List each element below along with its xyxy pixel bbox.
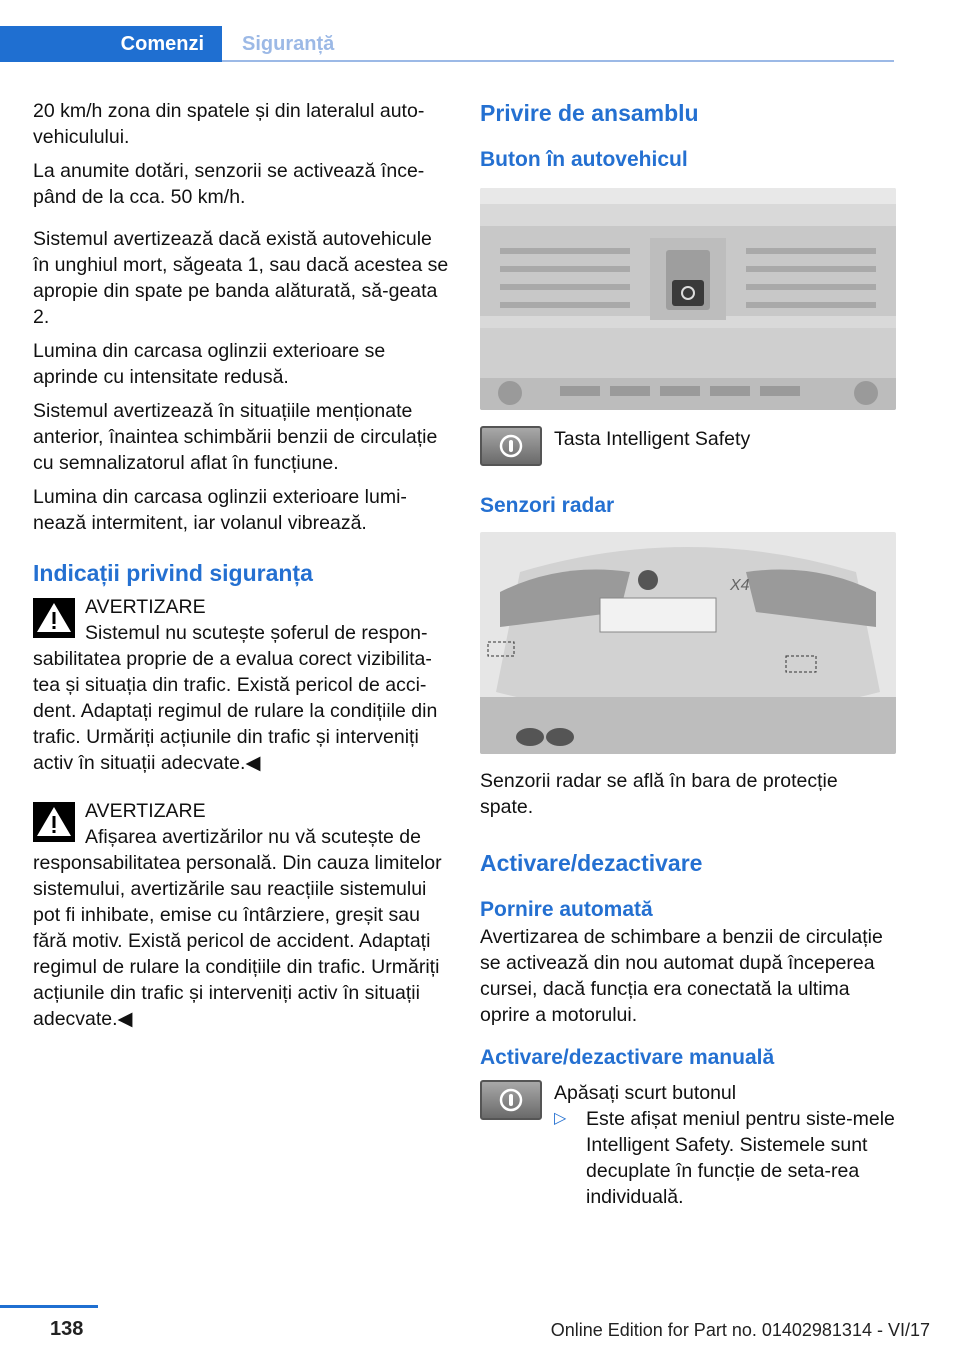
page-header bbox=[0, 0, 960, 64]
triangle-bullet-icon: ▷ bbox=[554, 1110, 567, 1127]
warning-title: AVERTIZARE bbox=[85, 596, 206, 618]
tab-siguranta[interactable]: Siguranță bbox=[242, 32, 335, 55]
paragraph: La anumite dotări, senzorii se activează înce-pând de la cca. 50 km/h. bbox=[33, 160, 425, 208]
header-divider bbox=[222, 60, 894, 62]
intelligent-safety-button-icon bbox=[480, 426, 542, 466]
section-heading-activation: Activare/dezactivare bbox=[480, 850, 703, 876]
x4-badge: X4 bbox=[730, 577, 750, 594]
edition-note: Online Edition for Part no. 01402981314 - VI/17 bbox=[550, 1320, 930, 1340]
warning-text: Sistemul nu scutește șoferul de respon-sabilitatea proprie de a evalua corect vizibilita-tea și situația din trafic. Există pericol de acci-dent. Adaptați regimul de rulare la condițiile din trafic. Urmăriți acțiunile din trafic și interveniți activ în situații adecvate.◀ bbox=[33, 622, 438, 774]
paragraph: Avertizarea de schimbare a benzii de circulație se activează din nou automat după începerea cursei, dacă funcția era conectată la ultima oprire a motorului. bbox=[480, 926, 883, 1026]
list-item-text: Este afișat meniul pentru siste-mele Intelligent Safety. Sistemele sunt decuplate în funcție de seta-rea individuală. bbox=[586, 1108, 895, 1208]
dashboard-button-photo bbox=[480, 188, 896, 410]
paragraph: Lumina din carcasa oglinzii exterioare lumi-nează intermitent, iar volanul vibrează. bbox=[33, 486, 407, 534]
tab-comenzi[interactable]: Comenzi bbox=[0, 26, 222, 62]
warning-block bbox=[33, 798, 449, 1032]
paragraph: Sistemul avertizează în situațiile menționate anterior, înaintea schimbării benzii de circulație cu semnalizatorul aflat în funcțiune. bbox=[33, 400, 438, 474]
section-heading-overview: Privire de ansamblu bbox=[480, 100, 699, 126]
radar-sensor-photo bbox=[480, 532, 896, 754]
step-text: Apăsați scurt butonul bbox=[554, 1082, 737, 1104]
section-heading-safety: Indicații privind siguranța bbox=[33, 560, 313, 586]
subheading-auto-start: Pornire automată bbox=[480, 898, 653, 921]
warning-title: AVERTIZARE bbox=[85, 800, 206, 822]
right-column bbox=[480, 98, 896, 1210]
subheading-manual: Activare/dezactivare manuală bbox=[480, 1046, 775, 1069]
button-caption: Tasta Intelligent Safety bbox=[554, 428, 751, 450]
paragraph: Lumina din carcasa oglinzii exterioare se aprinde cu intensitate redusă. bbox=[33, 340, 386, 388]
footer-divider bbox=[0, 1305, 98, 1308]
warning-icon bbox=[33, 802, 75, 842]
left-column bbox=[33, 98, 449, 1032]
list-item bbox=[554, 1106, 896, 1210]
subheading-radar: Senzori radar bbox=[480, 494, 615, 517]
page-number: 138 bbox=[50, 1318, 84, 1340]
paragraph: Sistemul avertizează dacă există autovehicule în unghiul mort, săgeata 1, sau dacă acestea se apropie din spate pe banda alăturată, să-geata 2. bbox=[33, 228, 449, 328]
warning-block bbox=[33, 594, 449, 776]
paragraph: 20 km/h zona din spatele și din lateralul auto-vehiculului. bbox=[33, 100, 425, 148]
warning-icon bbox=[33, 598, 75, 638]
intelligent-safety-button-icon bbox=[480, 1080, 542, 1120]
bullet-list bbox=[554, 1106, 896, 1210]
manual-step bbox=[480, 1080, 896, 1210]
warning-text: Afișarea avertizărilor nu vă scutește de responsabilitatea personală. Din cauza limitelor sistemului, avertizările sau reacțiile sistemului pot fi inhibate, emise cu întârziere, greșit sau fără motiv. Există pericol de accident. Adaptați regimul de rulare la condițiile din trafic. Urmăriți acțiunile din trafic și interveniți activ în situații adecvate.◀ bbox=[33, 826, 442, 1030]
paragraph: Senzorii radar se află în bara de protecție spate. bbox=[480, 770, 838, 818]
button-legend bbox=[480, 426, 896, 466]
subheading-button: Buton în autovehicul bbox=[480, 148, 688, 171]
